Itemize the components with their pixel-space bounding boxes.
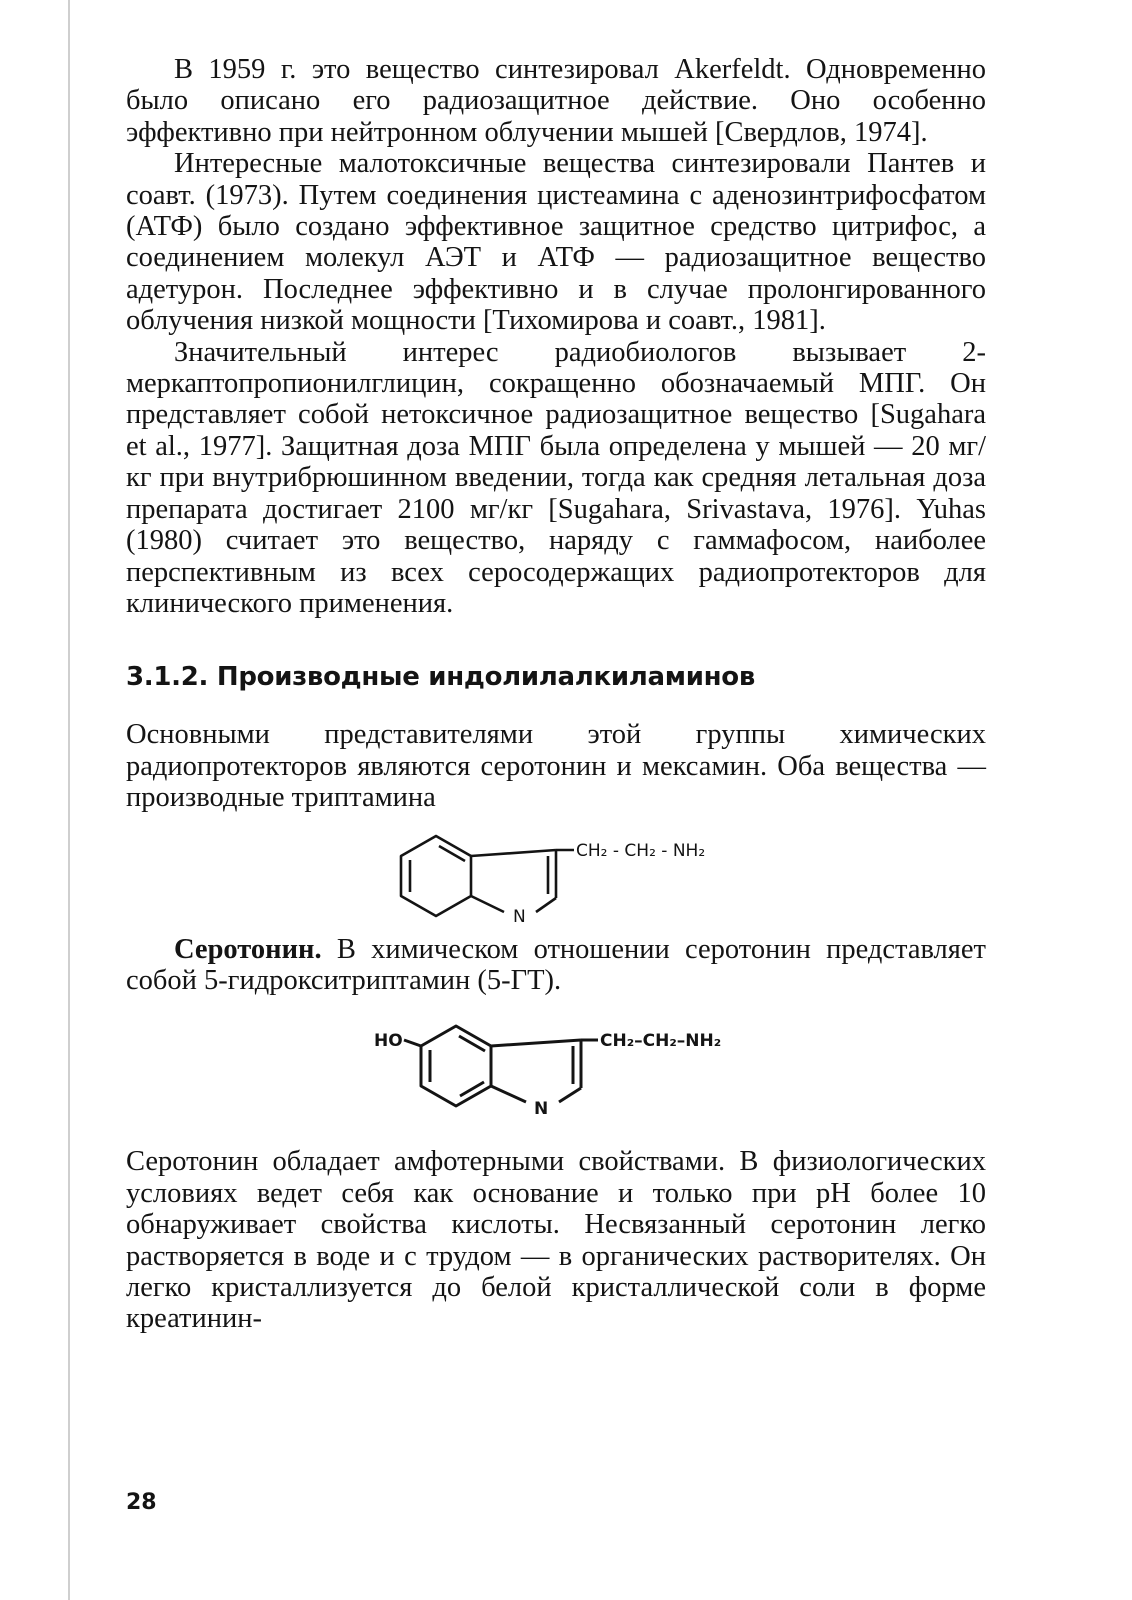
benzene-double-bond [460,1082,484,1096]
paragraph-pantev: Интересные малотоксичные вещества синтезировали Пантев и соавт. (1973). Путем соединения цистеамина с аденозинтрифосфатом (АТФ) было создано эффективное защитное средство цитрифос, а соединением молекул АЭТ и АТФ — радиозащитное вещество адетурон. Последнее эффективно и в случае пролонгированного облучения низкой мощности [Тихомирова и соавт., 1981]. [126,148,986,337]
hydroxyl-label: HO [374,1031,403,1052]
serotonin-definition: В химическом отношении серотонин представляет собой 5-гидрокситриптамин (5-ГТ). [126,933,986,996]
paragraph-serotonin-properties: Серотонин обладает амфотерными свойствами. В физиологических условиях ведет себя как основание и только при pH более 10 обнаруживает свойства кислоты. Несвязанный серотонин легко растворяется в воде и с трудом — в органических растворителях. Он легко кристаллизуется до белой кристаллической соли в форме креатинин- [126,1146,986,1335]
tryptamine-structure-drawing [396,824,776,934]
serotonin-structure-drawing [376,1016,796,1136]
paragraph-serotonin [126,934,986,997]
serotonin-structure [126,996,986,1146]
paragraph-section-intro: Основными представителями этой группы химических радиопротекторов являются серотонин и мексамин. Оба вещества — производные триптамина [126,719,986,814]
benzene-double-bond [439,846,465,861]
pyrrole-bond [559,1088,581,1102]
paragraph-akerfeldt: В 1959 г. это вещество синтезировал Akerfeldt. Одновременно было описано его радиозащитное действие. Оно особенно эффективно при нейтронном облучении мышей [Свердлов, 1974]. [126,54,986,148]
side-chain-label: CH₂ - CH₂ - NH₂ [576,840,706,861]
paragraph-mpg: Значительный интерес радиобиологов вызывает 2-меркаптопропионилглицин, сокращенно обозначаемый МПГ. Он представляет собой нетоксичное радиозащитное вещество [Sugahara et al., 1977]. Защитная доза МПГ была определена у мышей — 20 мг/кг при внутрибрюшинном введении, тогда как средняя летальная доза препарата достигает 2100 мг/кг [Sugahara, Srivastava, 1976]. Yuhas (1980) считает это вещество, наряду с гаммафосом, наиболее перспективным из всех серосодержащих радиопротекторов для клинического применения. [126,336,986,619]
pyrrole-bond [471,896,504,912]
serotonin-term: Серотонин. [174,933,322,965]
book-page [126,54,986,1335]
page-number: 28 [126,1490,157,1515]
side-chain-label: CH₂–CH₂–NH₂ [600,1031,722,1052]
tryptamine-structure [126,814,986,934]
pyrrole-bond [491,1040,581,1046]
pyrrole-bond [536,898,556,912]
hydroxyl-bond [404,1040,421,1046]
section-heading: 3.1.2. Производные индолилалкиламинов [126,662,756,693]
pyrrole-bond [491,1086,526,1102]
benzene-double-bond [459,1036,485,1051]
nitrogen-atom-label: N [534,1099,549,1120]
pyrrole-bond [471,850,556,856]
page-edge-line [68,0,70,1600]
nitrogen-atom-label: N [513,906,526,927]
benzene-ring [401,836,471,916]
